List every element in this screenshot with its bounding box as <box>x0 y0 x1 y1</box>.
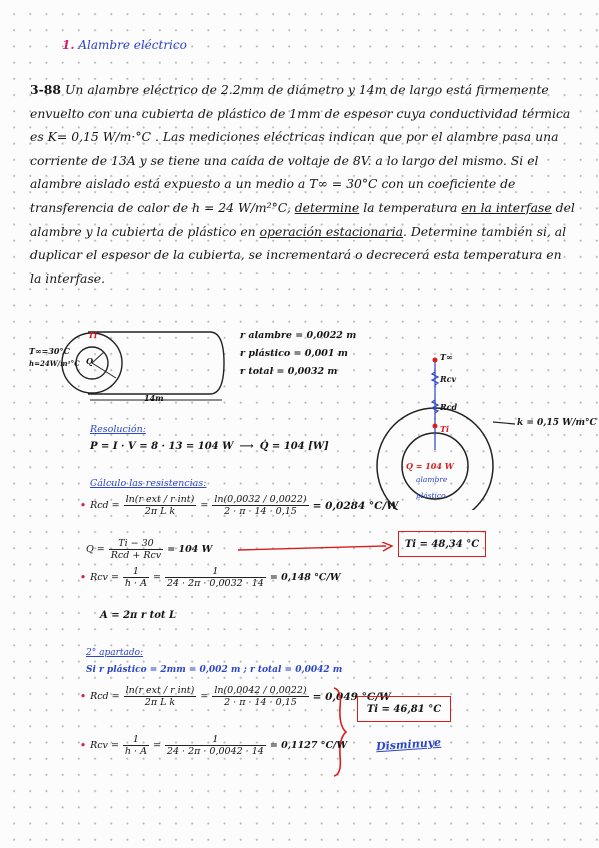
circuit-tinf-label: T∞ <box>440 352 453 362</box>
conductivity-label: k = 0,15 W/m°C <box>517 418 597 428</box>
rcv2-value: = 0,1127 °C/W <box>269 740 348 751</box>
rcv2-fraction <box>123 734 149 757</box>
rcv-denominator: h · A <box>124 578 147 589</box>
power-arrow: ⟶ <box>239 441 254 452</box>
bullet-icon: • <box>80 572 87 583</box>
rcd-label: Rcd = <box>90 500 120 511</box>
k-arrow <box>493 422 515 424</box>
tinf-node <box>433 358 438 363</box>
calc-heading: Cálculo las resistencias: <box>90 478 207 489</box>
result-brace <box>330 686 350 778</box>
radius-line-1 <box>92 352 104 363</box>
result-disminuye: Disminuye <box>375 735 442 754</box>
section-number: 1. <box>62 38 75 52</box>
q-equation <box>86 538 212 561</box>
circuit-q-label: Q = 104 W <box>406 461 454 471</box>
section-title <box>62 38 187 52</box>
rcv2-numerator-values: 1 <box>165 734 266 746</box>
rcd2-value: = 0,049 °C/W <box>312 690 391 703</box>
ti-result-box <box>398 531 486 557</box>
bullet-icon: • <box>80 691 87 702</box>
ti-result-value: Ti = 48,34 °C <box>404 538 480 550</box>
radius-wire: r alambre = 0,0022 m <box>240 330 357 341</box>
rcd2-fraction-values <box>212 685 308 708</box>
rcv2-denominator-values: 24 · 2π · 0,0042 · 14 <box>166 746 264 757</box>
underlined-interfase: en la interfase <box>461 199 552 215</box>
q-sketch-label: Q <box>86 356 93 366</box>
radius-total: r total = 0,0032 m <box>240 366 338 377</box>
rcv2-equation: • Rcv = $\frac{1}{h \cdot A}$ = $\frac{1}{24 \cdot 2\pi \cdot 0,0042 \cdot 14}$ = 0,1127 °C/W <box>80 734 348 757</box>
section-title-text: Alambre eléctrico <box>78 38 187 52</box>
rcv-value: = 0,148 °C/W <box>269 572 341 583</box>
ti-sketch-label: Ti <box>88 330 97 340</box>
problem-text-2: . Determine también si, al duplicar el espesor de la cubierta, se incrementará o decrecerá esta temperatura en la interfase. <box>30 223 567 286</box>
tinf-label: T∞=30°C <box>29 346 70 356</box>
rcd2-fraction <box>124 685 197 708</box>
rcv-equation: • Rcv = $\frac{1}{h \cdot A}$ = $\frac{1}{24 \cdot 2\pi \cdot 0,0032 \cdot 14}$ = 0,148 °C/W <box>80 566 341 589</box>
rcv-fraction <box>123 566 149 589</box>
rcd-denominator-values: 2 · π · 14 · 0,15 <box>224 506 297 517</box>
rcv-fraction-values <box>165 566 266 589</box>
h-label: h=24W/m²°C <box>29 359 80 368</box>
rcv2-denominator: h · A <box>124 746 147 757</box>
ti2-result-box <box>357 696 451 722</box>
ti2-result-value: Ti = 46,81 °C <box>366 703 442 715</box>
circuit-ti-label: Ti <box>440 424 449 434</box>
rcd-fraction-values <box>212 494 308 517</box>
resolucion-heading: Resolución: <box>90 424 146 435</box>
rcv-denominator-values: 24 · 2π · 0,0032 · 14 <box>166 578 264 589</box>
rcd-equation: • Rcd = $\frac{\text{ln(r ext / r int)}}{\text{2π L k}}$ = $\frac{\ln(0,0032 / 0,0022)}{2 \cdot \pi \cdot 14 \cdot 0,15}$ = 0,0284 °C/W <box>80 494 399 517</box>
qdot-value: Q̇ = 104 [W] <box>259 441 329 452</box>
problem-number: 3-88 <box>30 82 62 97</box>
underlined-determine: determine <box>294 199 360 215</box>
problem-text-mid2: del alambre y la cubierta de plástico en <box>30 199 575 239</box>
q-denominator: Rcd + Rcv <box>110 550 162 561</box>
circuit-rcv-label: Rcv <box>440 374 457 384</box>
part2-given: Si r plástico = 2mm = 0,002 m ; r total = 0,0042 m <box>86 665 343 675</box>
rcv2-numerator: 1 <box>123 734 149 746</box>
circuit-rcd-label: Rcd <box>440 402 458 412</box>
q-fraction <box>109 538 163 561</box>
q-numerator: Ti − 30 <box>109 538 163 550</box>
problem-text-1: Un alambre eléctrico de 2.2mm de diámetro y 14m de largo está firmemente envuelto con una cubierta de plástico de 1mm de espesor cuya conductividad térmica es K= 0,15 W/m·°C . Las mediciones eléctricas indican que por el alambre pasa una corriente de 13A y se tiene una caída de voltaje de 8V. a lo largo del mismo. Si el alambre aislado está expuesto a un medio a T∞ = 30°C con un coeficiente de transferencia de calor de h = 24 W/m²°C, <box>30 82 571 215</box>
power-line <box>90 441 329 452</box>
power-equation: P = I · V = 8 · 13 = 104 W <box>90 441 234 452</box>
rcv2-label: Rcv = <box>90 740 119 751</box>
rcd2-denominator: 2π L k <box>144 697 176 708</box>
q-value: = 104 W <box>167 544 213 555</box>
bullet-icon: • <box>80 500 87 511</box>
circuit-plastic-label: plástico <box>416 491 446 500</box>
rcd-denominator: 2π L k <box>144 506 176 517</box>
problem-text-mid1: la temperatura <box>359 199 462 215</box>
length-label: 14m <box>144 393 164 403</box>
result-arrow <box>236 542 396 558</box>
rcd2-denominator-values: 2 · π · 14 · 0,15 <box>224 697 297 708</box>
q-label: Q = <box>86 544 105 555</box>
rcv2-fraction-values <box>165 734 266 757</box>
radius-line-2 <box>92 363 116 378</box>
rcd-numerator-values: ln(0,0032 / 0,0022) <box>214 494 307 505</box>
underlined-operacion: operación estacionaria <box>259 223 403 239</box>
circuit-wire-label: alambre <box>416 475 448 484</box>
rcd2-equation: • Rcd = $\frac{\text{ln(r ext / r int)}}{\text{2π L k}}$ = $\frac{\ln(0,0042 / 0,0022)}{2 \cdot \pi \cdot 14 \cdot 0,15}$ = 0,049 °C/W <box>80 685 391 708</box>
problem-statement <box>30 78 575 290</box>
ti-node <box>433 424 438 429</box>
rcd2-label: Rcd = <box>90 691 120 702</box>
rcd2-numerator-values: ln(0,0042 / 0,0022) <box>214 685 307 696</box>
part2-heading: 2° apartado: <box>86 648 144 658</box>
rcv-numerator: 1 <box>123 566 149 578</box>
area-formula: A = 2π r tot L <box>100 610 177 621</box>
rcd-value: = 0,0284 °C/W <box>312 499 399 512</box>
rcd2-numerator: ln(r ext / r int) <box>125 685 195 696</box>
bullet-icon: • <box>80 740 87 751</box>
radius-plastic: r plástico = 0,001 m <box>240 348 348 359</box>
rcv-label: Rcv = <box>90 572 119 583</box>
resistance-diagram <box>370 350 580 510</box>
rcv-numerator-values: 1 <box>165 566 266 578</box>
rcd-fraction <box>124 494 197 517</box>
rcd-numerator: ln(r ext / r int) <box>125 494 195 505</box>
